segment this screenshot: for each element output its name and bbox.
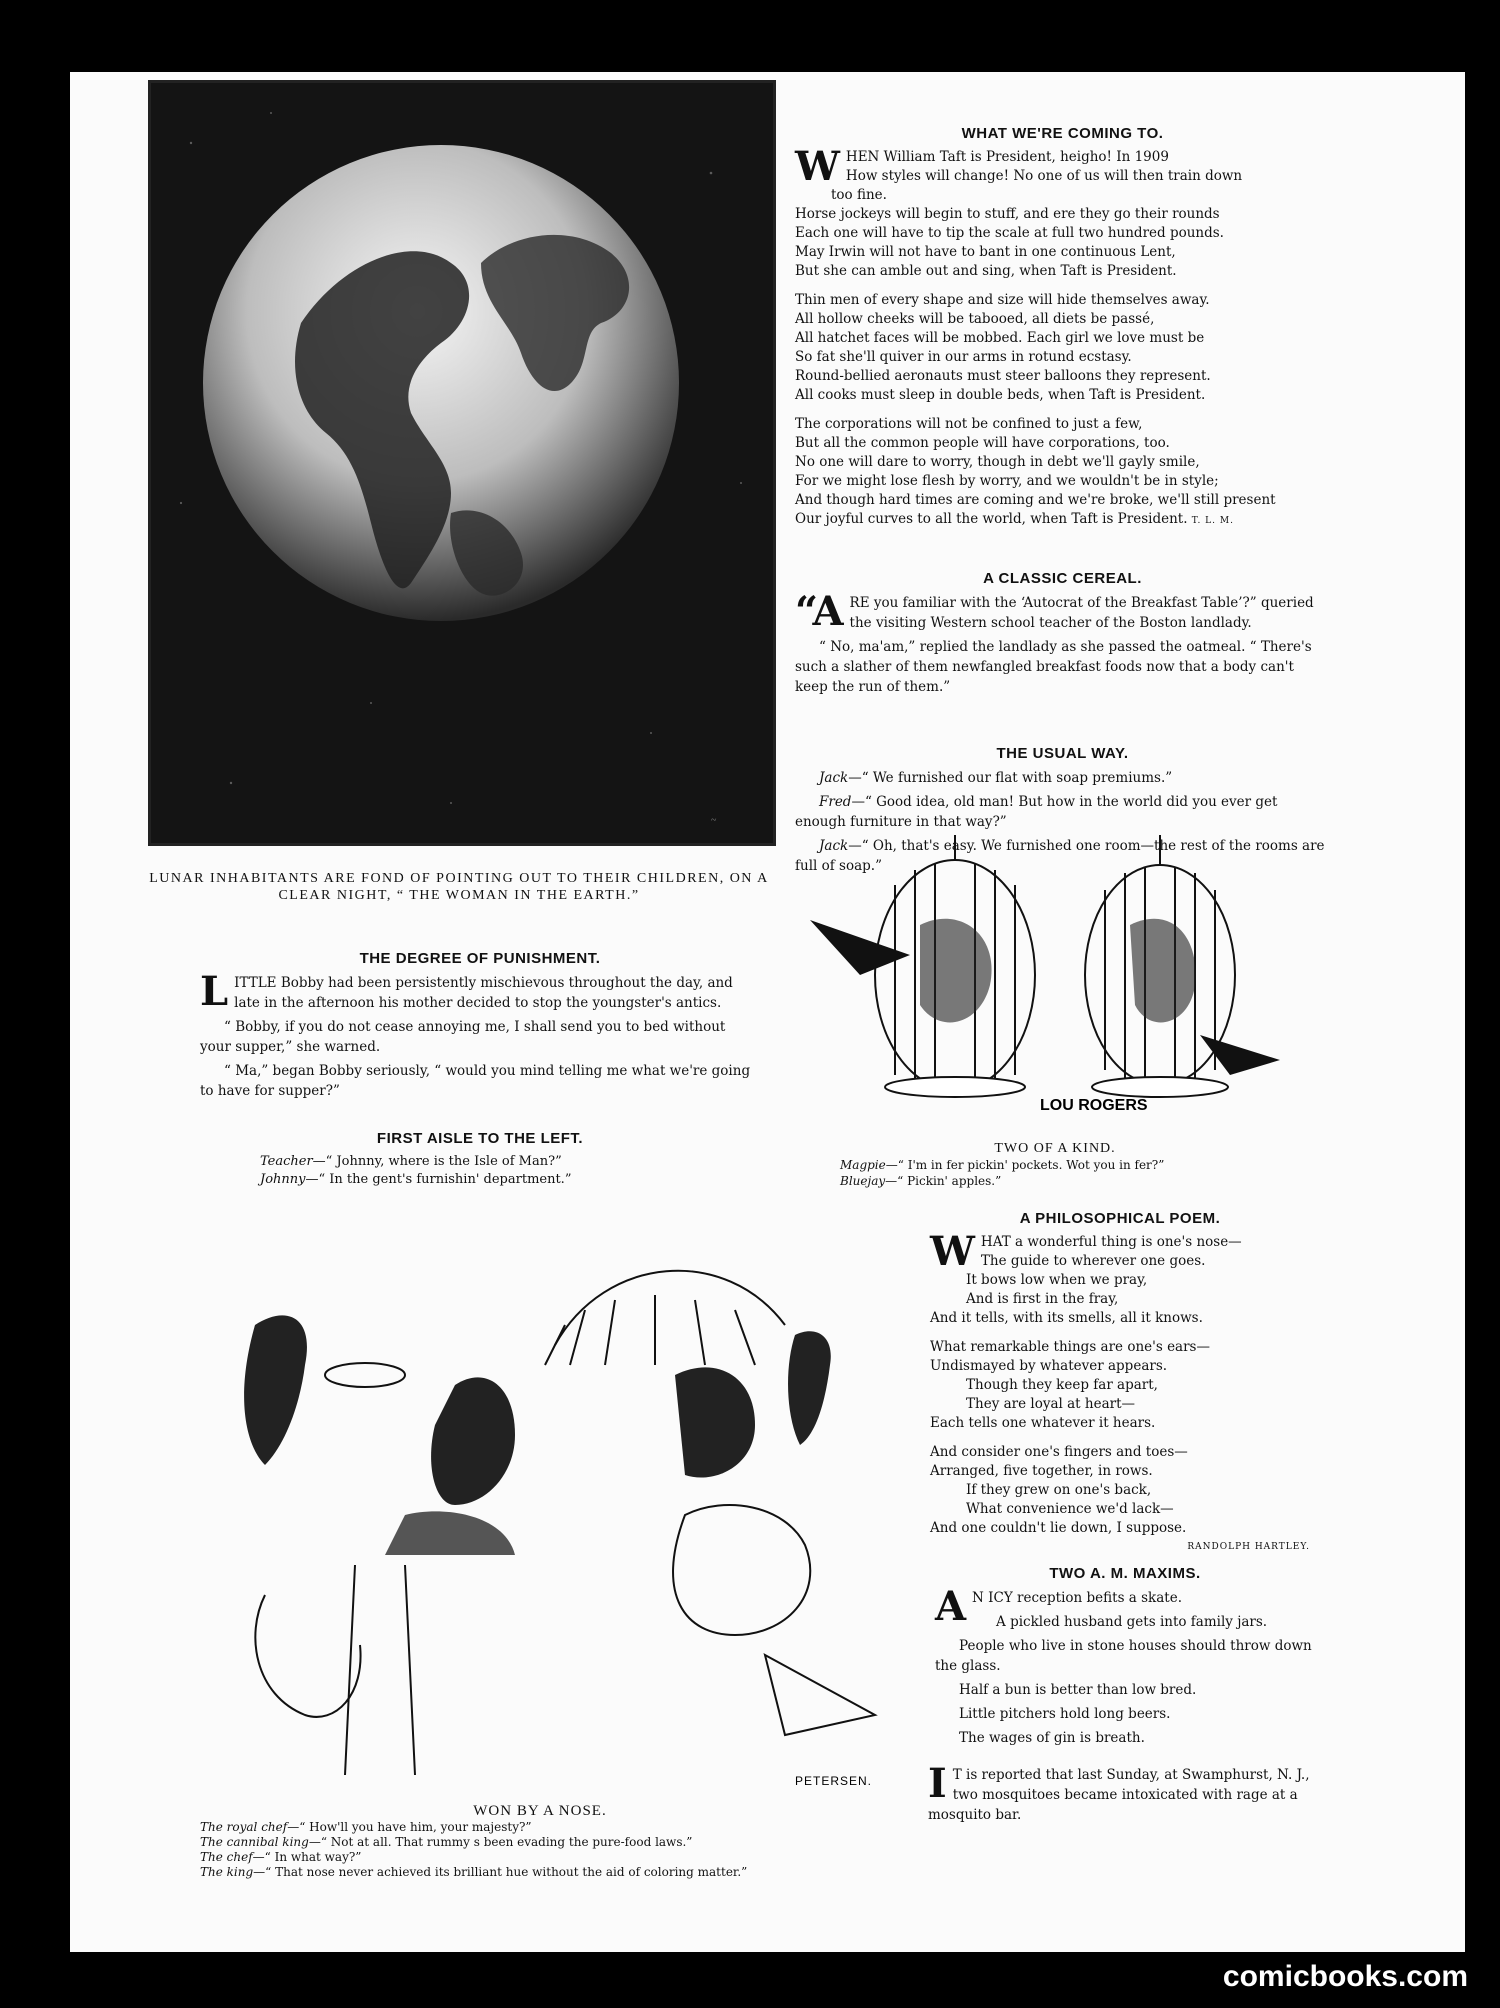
coming-section (795, 115, 1330, 541)
coming-line: All cooks must sleep in double beds, when Taft is President. (795, 387, 1206, 403)
coming-line: May Irwin will not have to bant in one continuous Lent, (795, 244, 1176, 260)
cannibal-title: WON BY A NOSE. (473, 1803, 607, 1819)
punishment-section (200, 940, 760, 1105)
mosquito-text: T is reported that last Sunday, at Swamphurst, N. J., two mosquitoes became intoxicated with rage at a mosquito bar. (928, 1767, 1310, 1823)
birdcage-speaker-2: Bluejay (840, 1174, 886, 1188)
coming-line: So fat she'll quiver in our arms in rotund ecstasy. (795, 349, 1132, 365)
philo-line: Undismayed by whatever appears. (930, 1358, 1168, 1374)
cannibal-speaker-2: The cannibal king (200, 1835, 309, 1849)
cannibal-speaker-1: The royal chef (200, 1820, 288, 1834)
cereal-dropcap: “A (795, 588, 844, 635)
birdcage-line-1: —“ I'm in fer pickin' pockets. Wot you in fer?” (885, 1158, 1165, 1172)
maxims-line-3: People who live in stone houses should throw down the glass. (935, 1638, 1312, 1674)
philo-line: Arranged, five together, in rows. (930, 1463, 1153, 1479)
coming-line: Our joyful curves to all the world, when Taft is President. (795, 511, 1188, 527)
coming-title: WHAT WE'RE COMING TO. (961, 125, 1164, 142)
earth-illustration (148, 80, 776, 846)
coming-line: All hollow cheeks will be tabooed, all diets be passé, (795, 311, 1155, 327)
punishment-title: THE DEGREE OF PUNISHMENT. (359, 950, 601, 967)
aisle-speaker-1: Teacher (260, 1154, 313, 1169)
maxims-line-2: A pickled husband gets into family jars. (996, 1614, 1268, 1630)
usual-line-2: —“ Good idea, old man! But how in the world did you ever get enough furniture in that way?” (795, 794, 1278, 830)
punishment-dropcap: L (200, 968, 229, 1015)
cereal-title: A CLASSIC CEREAL. (983, 570, 1142, 587)
maxims-line-4: Half a bun is better than low bred. (959, 1682, 1197, 1698)
coming-line: HEN William Taft is President, heigho! In 1909 (845, 149, 1169, 165)
usual-line-3: —“ Oh, that's easy. We furnished one room—the rest of the rooms are full of soap.” (795, 838, 1325, 874)
maxims-line-1: N ICY reception befits a skate. (972, 1590, 1182, 1606)
cannibal-cartoon (185, 1215, 905, 1865)
coming-line: Horse jockeys will begin to stuff, and ere they go their rounds (795, 206, 1220, 222)
coming-line: But all the common people will have corporations, too. (795, 435, 1170, 451)
coming-line: For we might lose flesh by worry, and we wouldn't be in style; (795, 473, 1219, 489)
cannibal-line-2: —“ Not at all. That rummy s been evading the pure-food laws.” (308, 1835, 693, 1849)
philo-line: What remarkable things are one's ears— (930, 1339, 1210, 1355)
cereal-para-1: RE you familiar with the ‘Autocrat of the Breakfast Table’?” queried the visiting Western school teacher of the Boston landlady. (849, 595, 1314, 631)
aisle-section (200, 1120, 760, 1189)
maxims-line-6: The wages of gin is breath. (959, 1730, 1145, 1746)
philosophical-poem-section (930, 1200, 1310, 1567)
coming-line: Round-bellied aeronauts must steer balloons they represent. (795, 368, 1211, 384)
punishment-para-2: “ Bobby, if you do not cease annoying me, I shall send you to bed without your supper,” she warned. (200, 1019, 726, 1055)
birdcage-title: TWO OF A KIND. (994, 1141, 1116, 1156)
philo-dropcap: W (930, 1228, 975, 1275)
earth-globe-image (151, 83, 773, 843)
cannibal-signature: PETERSEN. (795, 1774, 873, 1788)
philo-line: Each tells one whatever it hears. (930, 1415, 1156, 1431)
aisle-speaker-2: Johnny (260, 1172, 306, 1187)
mosquito-section (928, 1760, 1310, 1829)
usual-speaker-3: Jack (819, 838, 849, 854)
maxims-title: TWO A. M. MAXIMS. (1049, 1565, 1201, 1582)
cannibal-line-1: —“ How'll you have him, your majesty?” (287, 1820, 532, 1834)
punishment-para-3: “ Ma,” began Bobby seriously, “ would you mind telling me what we're going to have for supper?” (200, 1063, 751, 1099)
maxims-dropcap: A (935, 1583, 967, 1630)
birdcage-speaker-1: Magpie (840, 1158, 886, 1172)
coming-dropcap: W (795, 143, 840, 190)
coming-line: And though hard times are coming and we're broke, we'll still present (795, 492, 1276, 508)
coming-line: All hatchet faces will be mobbed. Each girl we love must be (795, 330, 1205, 346)
cereal-para-2: “ No, ma'am,” replied the landlady as she passed the oatmeal. “ There's such a slather of them newfangled breakfast foods now that a body can't keep the run of them.” (795, 639, 1312, 695)
maxims-line-5: Little pitchers hold long beers. (959, 1706, 1171, 1722)
coming-line: too fine. (831, 187, 887, 203)
cannibal-illustration (185, 1215, 905, 1795)
coming-line: No one will dare to worry, though in debt we'll gayly smile, (795, 454, 1200, 470)
coming-byline: T. L. M. (1191, 516, 1234, 526)
earth-caption: LUNAR INHABITANTS ARE FOND OF POINTING OUT TO THEIR CHILDREN, ON A CLEAR NIGHT, “ THE WOMAN IN THE EARTH.” (149, 871, 769, 903)
philo-byline: RANDOLPH HARTLEY. (1187, 1542, 1310, 1552)
philo-line: It bows low when we pray, (966, 1272, 1148, 1288)
philo-line: The guide to wherever one goes. (980, 1253, 1206, 1269)
punishment-para-1: ITTLE Bobby had been persistently mischievous throughout the day, and late in the afternoon his mother decided to stop the youngster's antics. (234, 975, 733, 1011)
coming-line: But she can amble out and sing, when Taft is President. (795, 263, 1177, 279)
mosquito-dropcap: I (928, 1760, 947, 1807)
birdcage-cartoon (800, 825, 1310, 1115)
birdcage-line-2: —“ Pickin' apples.” (885, 1174, 1002, 1188)
aisle-line-1: —“ Johnny, where is the Isle of Man?” (312, 1154, 562, 1169)
usual-title: THE USUAL WAY. (996, 745, 1129, 762)
cannibal-speaker-4: The king (200, 1865, 254, 1879)
philo-line: If they grew on one's back, (966, 1482, 1152, 1498)
philo-title: A PHILOSOPHICAL POEM. (1019, 1210, 1221, 1227)
maxims-section (935, 1555, 1315, 1752)
cereal-section (795, 560, 1330, 701)
birdcage-signature: LOU ROGERS (1040, 1097, 1148, 1114)
cannibal-caption (200, 1803, 880, 1880)
usual-speaker-2: Fred (819, 794, 852, 810)
birdcage-caption (800, 1140, 1310, 1189)
philo-line: What convenience we'd lack— (966, 1501, 1174, 1517)
usual-speaker-1: Jack (819, 770, 849, 786)
birdcage-illustration (800, 825, 1310, 1115)
aisle-title: FIRST AISLE TO THE LEFT. (376, 1130, 584, 1147)
cannibal-speaker-3: The chef (200, 1850, 253, 1864)
philo-line: HAT a wonderful thing is one's nose— (980, 1234, 1242, 1250)
coming-line: How styles will change! No one of us will then train down (845, 168, 1243, 184)
philo-line: They are loyal at heart— (966, 1396, 1135, 1412)
earth-artist-signature: ~ (711, 815, 717, 826)
cannibal-line-4: —“ That nose never achieved its brilliant hue without the aid of coloring matter.” (253, 1865, 748, 1879)
philo-line: And is first in the fray, (966, 1291, 1119, 1307)
philo-line: And it tells, with its smells, all it knows. (930, 1310, 1203, 1326)
cannibal-line-3: —“ In what way?” (252, 1850, 362, 1864)
coming-line: Thin men of every shape and size will hide themselves away. (795, 292, 1210, 308)
aisle-line-2: —“ In the gent's furnishin' department.” (305, 1172, 572, 1187)
philo-line: Though they keep far apart, (966, 1377, 1158, 1393)
coming-line: Each one will have to tip the scale at full two hundred pounds. (795, 225, 1224, 241)
site-watermark: comicbooks.com (1222, 1960, 1468, 1993)
philo-line: And consider one's fingers and toes— (930, 1444, 1188, 1460)
coming-line: The corporations will not be confined to just a few, (795, 416, 1143, 432)
philo-line: And one couldn't lie down, I suppose. (930, 1520, 1187, 1536)
usual-line-1: —“ We furnished our flat with soap premiums.” (848, 770, 1173, 786)
